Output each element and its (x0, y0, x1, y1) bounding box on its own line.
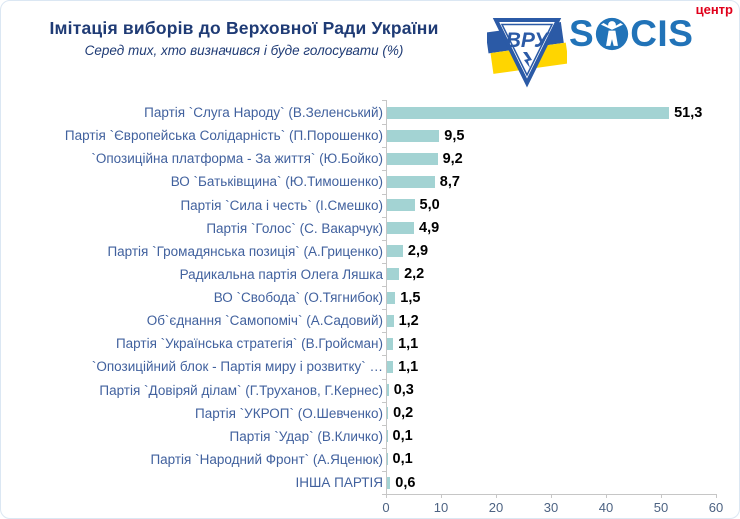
chart-row (144, 101, 717, 124)
value-label: 5,0 (419, 197, 440, 214)
bar (387, 199, 415, 211)
x-axis-tick (716, 494, 717, 498)
category-label: Радикальна партія Олега Ляшка (179, 266, 383, 282)
x-axis-tick (551, 494, 552, 498)
category-label: Партія `Громадянська позиція` (А.Гриценко) (107, 243, 383, 259)
bar (387, 315, 394, 327)
value-label: 1,1 (398, 335, 419, 352)
category-label: Партія `Сила і честь` (І.Смешко) (180, 197, 383, 213)
x-axis-tick-label: 20 (488, 500, 504, 515)
badge-monogram: ВРУ (505, 29, 549, 52)
value-label: 51,3 (674, 104, 703, 121)
value-label: 0,3 (393, 382, 414, 399)
value-label: 2,9 (407, 243, 429, 260)
category-label: Партія `Європейська Солідарність` (П.Порошенко) (64, 128, 383, 144)
category-label: Партія `УКРОП` (О.Шевченко) (194, 405, 383, 421)
value-label: 0,1 (392, 428, 413, 445)
bar (387, 292, 395, 304)
x-axis-tick-label: 0 (382, 500, 390, 515)
bar (387, 268, 399, 280)
chart-row (295, 471, 717, 494)
bar (387, 384, 389, 396)
value-label: 4,9 (419, 220, 440, 237)
chart-row (179, 263, 717, 286)
chart-row (115, 332, 717, 355)
value-label: 9,5 (444, 127, 465, 144)
page-subtitle: Серед тих, хто визначився і буде голосувати (%) (84, 43, 404, 58)
category-label: ІНША ПАРТІЯ (295, 475, 383, 491)
header (1, 1, 739, 96)
brand-block (569, 1, 735, 71)
value-label: 1,2 (398, 312, 419, 329)
category-label: Партія `Українська стратегія` (В.Гройсман) (115, 336, 383, 352)
category-label: `Опозиційний блок - Партія миру і розвитку` … (91, 359, 383, 375)
bar (387, 407, 388, 419)
x-axis-tick-label: 60 (708, 500, 724, 515)
category-label: Партія `Удар` (В.Кличко) (229, 428, 383, 444)
brand-wordmark (569, 15, 693, 52)
value-label: 8,7 (439, 173, 460, 190)
category-label: ВО `Батьківщина` (Ю.Тимошенко) (170, 174, 383, 190)
x-axis-tick-label: 50 (653, 500, 669, 515)
bar (387, 222, 414, 234)
chart-row (170, 170, 717, 193)
category-label: Партія `Народний Фронт` (А.Яценюк) (150, 451, 383, 467)
category-label: Об`єднання `Самопоміч` (А.Садовий) (146, 313, 383, 329)
bar (387, 430, 388, 442)
chart-row (91, 147, 717, 170)
person-in-circle-icon (595, 17, 629, 51)
page-title: Імітація виборів до Верховної Ради України (49, 18, 439, 38)
x-axis-tick-label: 30 (543, 500, 559, 515)
value-label: 1,1 (398, 358, 419, 375)
category-label: Партія `Голос` (С. Вакарчук) (206, 220, 383, 236)
chart-row (150, 448, 717, 471)
title-block (1, 1, 487, 96)
chart-row (206, 217, 717, 240)
chart-row (229, 425, 717, 448)
value-label: 9,2 (442, 150, 463, 167)
chart-row (194, 402, 717, 425)
bar (387, 338, 393, 350)
bar (387, 245, 403, 257)
bar (387, 361, 393, 373)
brand-letters-cis: CIS (630, 13, 694, 54)
value-label: 0,1 (392, 451, 413, 468)
x-axis (382, 494, 724, 518)
bar (387, 107, 669, 119)
bar-chart-plot (64, 101, 717, 495)
category-label: `Опозиційна платформа - За життя` (Ю.Бойко) (91, 151, 383, 167)
x-axis-tick-label: 40 (598, 500, 614, 515)
x-axis-tick (386, 494, 387, 498)
value-label: 1,5 (400, 289, 421, 306)
chart-row (91, 355, 717, 378)
bar (387, 477, 390, 489)
chart-row (146, 309, 717, 332)
socis-logo (487, 1, 739, 96)
chart-row (107, 240, 717, 263)
chart-row (180, 194, 717, 217)
value-label: 2,2 (404, 266, 425, 283)
category-label: ВО `Свобода` (О.Тягнибок) (213, 290, 383, 306)
chart-row (99, 379, 717, 402)
x-axis-tick (441, 494, 442, 498)
bar (387, 176, 435, 188)
category-label: Партія `Довіряй ділам` (Г.Труханов, Г.Кернес) (99, 382, 383, 398)
chart-row (64, 124, 717, 147)
x-axis-tick (606, 494, 607, 498)
value-label: 0,2 (393, 405, 414, 422)
brand-suffix: центр (695, 2, 733, 17)
chart-row (213, 286, 717, 309)
flag-badge-icon (487, 7, 567, 89)
bar (387, 453, 388, 465)
x-axis-tick-label: 10 (433, 500, 449, 515)
bar (387, 130, 439, 142)
bar (387, 153, 438, 165)
x-axis-tick (496, 494, 497, 498)
x-axis-tick (661, 494, 662, 498)
category-label: Партія `Слуга Народу` (В.Зеленський) (144, 105, 383, 121)
value-label: 0,6 (395, 474, 416, 491)
brand-letter-s: S (569, 13, 595, 54)
